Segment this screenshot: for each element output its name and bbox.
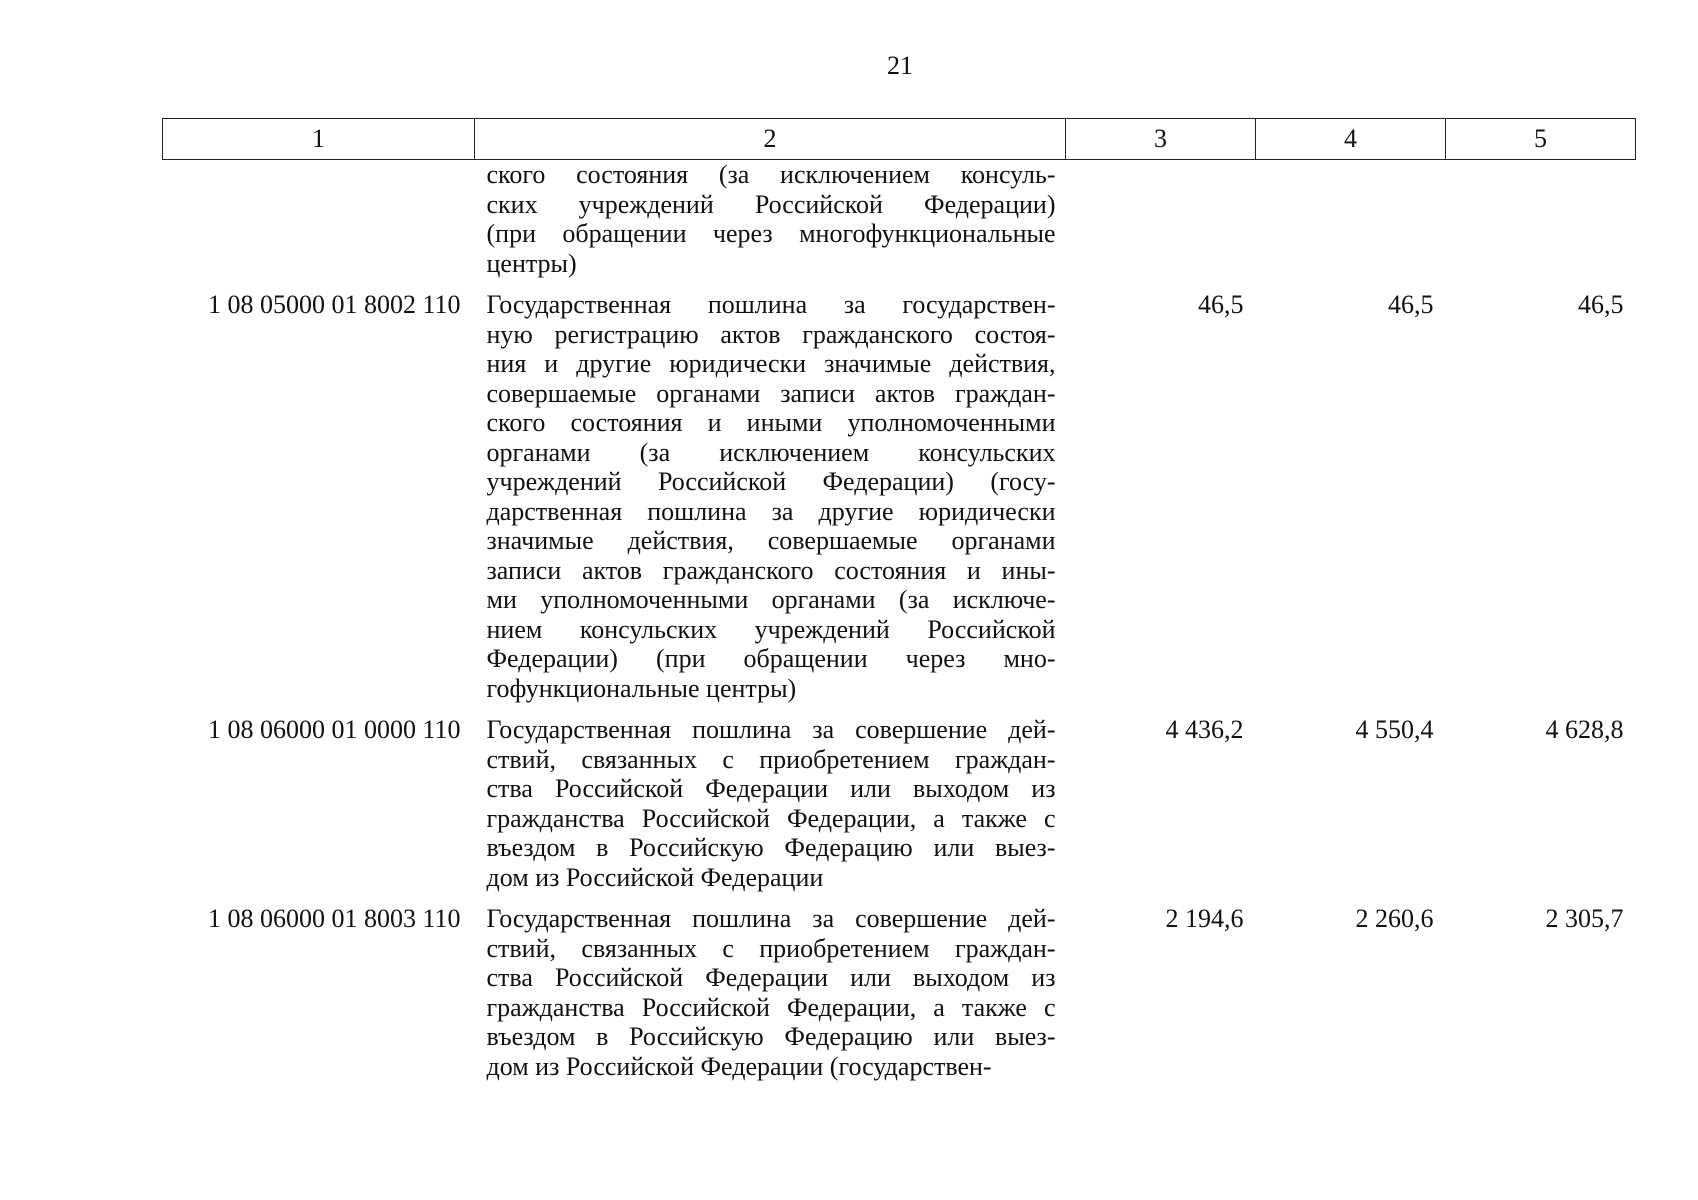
description-line: ния и другие юридически значимые действия, (486, 349, 1056, 378)
description-line: учреждений Российской Федерации) (госу- (486, 467, 1056, 496)
description-line: дом из Российской Федерации (486, 862, 824, 892)
description-line: ствий, связанных с приобретением граждан- (486, 933, 1056, 963)
column-header-1: 1 (163, 119, 475, 160)
budget-code (163, 160, 475, 279)
column-header-2: 2 (475, 119, 1066, 160)
amount-year-2 (1256, 160, 1446, 279)
description-line: (при обращении через многофункциональные (486, 219, 1056, 248)
description-line: нием консульских учреждений Российской (486, 614, 1056, 644)
description-line: ского состояния и иными уполномоченными (486, 408, 1056, 437)
table-row (163, 278, 1636, 703)
budget-code: 1 08 06000 01 8003 110 (207, 904, 461, 933)
header-row (163, 119, 1636, 160)
description-line: значимые действия, совершаемые органами (486, 526, 1056, 555)
table-row (163, 160, 1636, 279)
description-line: ствий, связанных с приобретением граждан- (486, 744, 1056, 774)
table-row (163, 703, 1636, 892)
amount-year-2: 46,5 (1388, 290, 1434, 319)
description-line: гражданства Российской Федерации, а также с (486, 992, 1056, 1022)
description-line: Государственная пошлина за совершение дей- (486, 715, 1056, 744)
description-line: въездом в Российскую Федерацию или выез- (486, 833, 1056, 862)
revenue-description (475, 703, 1066, 892)
description-line: записи актов гражданского состояния и ины- (486, 555, 1056, 585)
description-line: ную регистрацию актов гражданского состоя- (486, 319, 1056, 349)
table-header (163, 119, 1636, 160)
amount-year-1 (1066, 160, 1256, 279)
description-line: дарственная пошлина за другие юридически (486, 496, 1056, 526)
amount-year-3 (1446, 160, 1636, 279)
description-line: ских учреждений Российской Федерации) (486, 189, 1056, 219)
description-line: Государственная пошлина за государствен- (486, 290, 1056, 319)
amount-year-3: 46,5 (1578, 290, 1624, 319)
revenue-description (475, 892, 1066, 1081)
table-row (163, 892, 1636, 1081)
amount-year-2: 2 260,6 (1355, 904, 1434, 933)
description-line: дом из Российской Федерации (государствен- (486, 1051, 992, 1081)
column-header-3: 3 (1066, 119, 1256, 160)
description-line: гофункциональные центры) (486, 673, 797, 703)
description-line: ми уполномоченными органами (за исключе- (486, 585, 1056, 614)
amount-year-2: 4 550,4 (1355, 715, 1434, 744)
amount-year-1: 46,5 (1198, 290, 1244, 319)
budget-table (162, 118, 1636, 1081)
column-header-4: 4 (1256, 119, 1446, 160)
revenue-description (475, 160, 1066, 279)
page-number: 21 (887, 51, 913, 80)
description-line: центры) (486, 248, 577, 278)
column-header-5: 5 (1446, 119, 1636, 160)
amount-year-3: 4 628,8 (1545, 715, 1624, 744)
description-line: совершаемые органами записи актов граждан- (486, 378, 1056, 408)
amount-year-1: 4 436,2 (1165, 715, 1244, 744)
description-line: ского состояния (за исключением консуль- (486, 160, 1056, 189)
description-line: ства Российской Федерации или выходом из (486, 963, 1056, 992)
revenue-description (475, 278, 1066, 703)
description-line: Федерации) (при обращении через мно- (486, 644, 1056, 673)
table-body (163, 160, 1636, 1082)
description-line: гражданства Российской Федерации, а также с (486, 803, 1056, 833)
description-line: въездом в Российскую Федерацию или выез- (486, 1022, 1056, 1051)
description-line: органами (за исключением консульских (486, 437, 1056, 467)
amount-year-3: 2 305,7 (1545, 904, 1624, 933)
description-line: Государственная пошлина за совершение дей- (486, 904, 1056, 933)
budget-code: 1 08 05000 01 8002 110 (207, 290, 461, 319)
description-line: ства Российской Федерации или выходом из (486, 774, 1056, 803)
amount-year-1: 2 194,6 (1165, 904, 1244, 933)
budget-code: 1 08 06000 01 0000 110 (207, 715, 461, 744)
